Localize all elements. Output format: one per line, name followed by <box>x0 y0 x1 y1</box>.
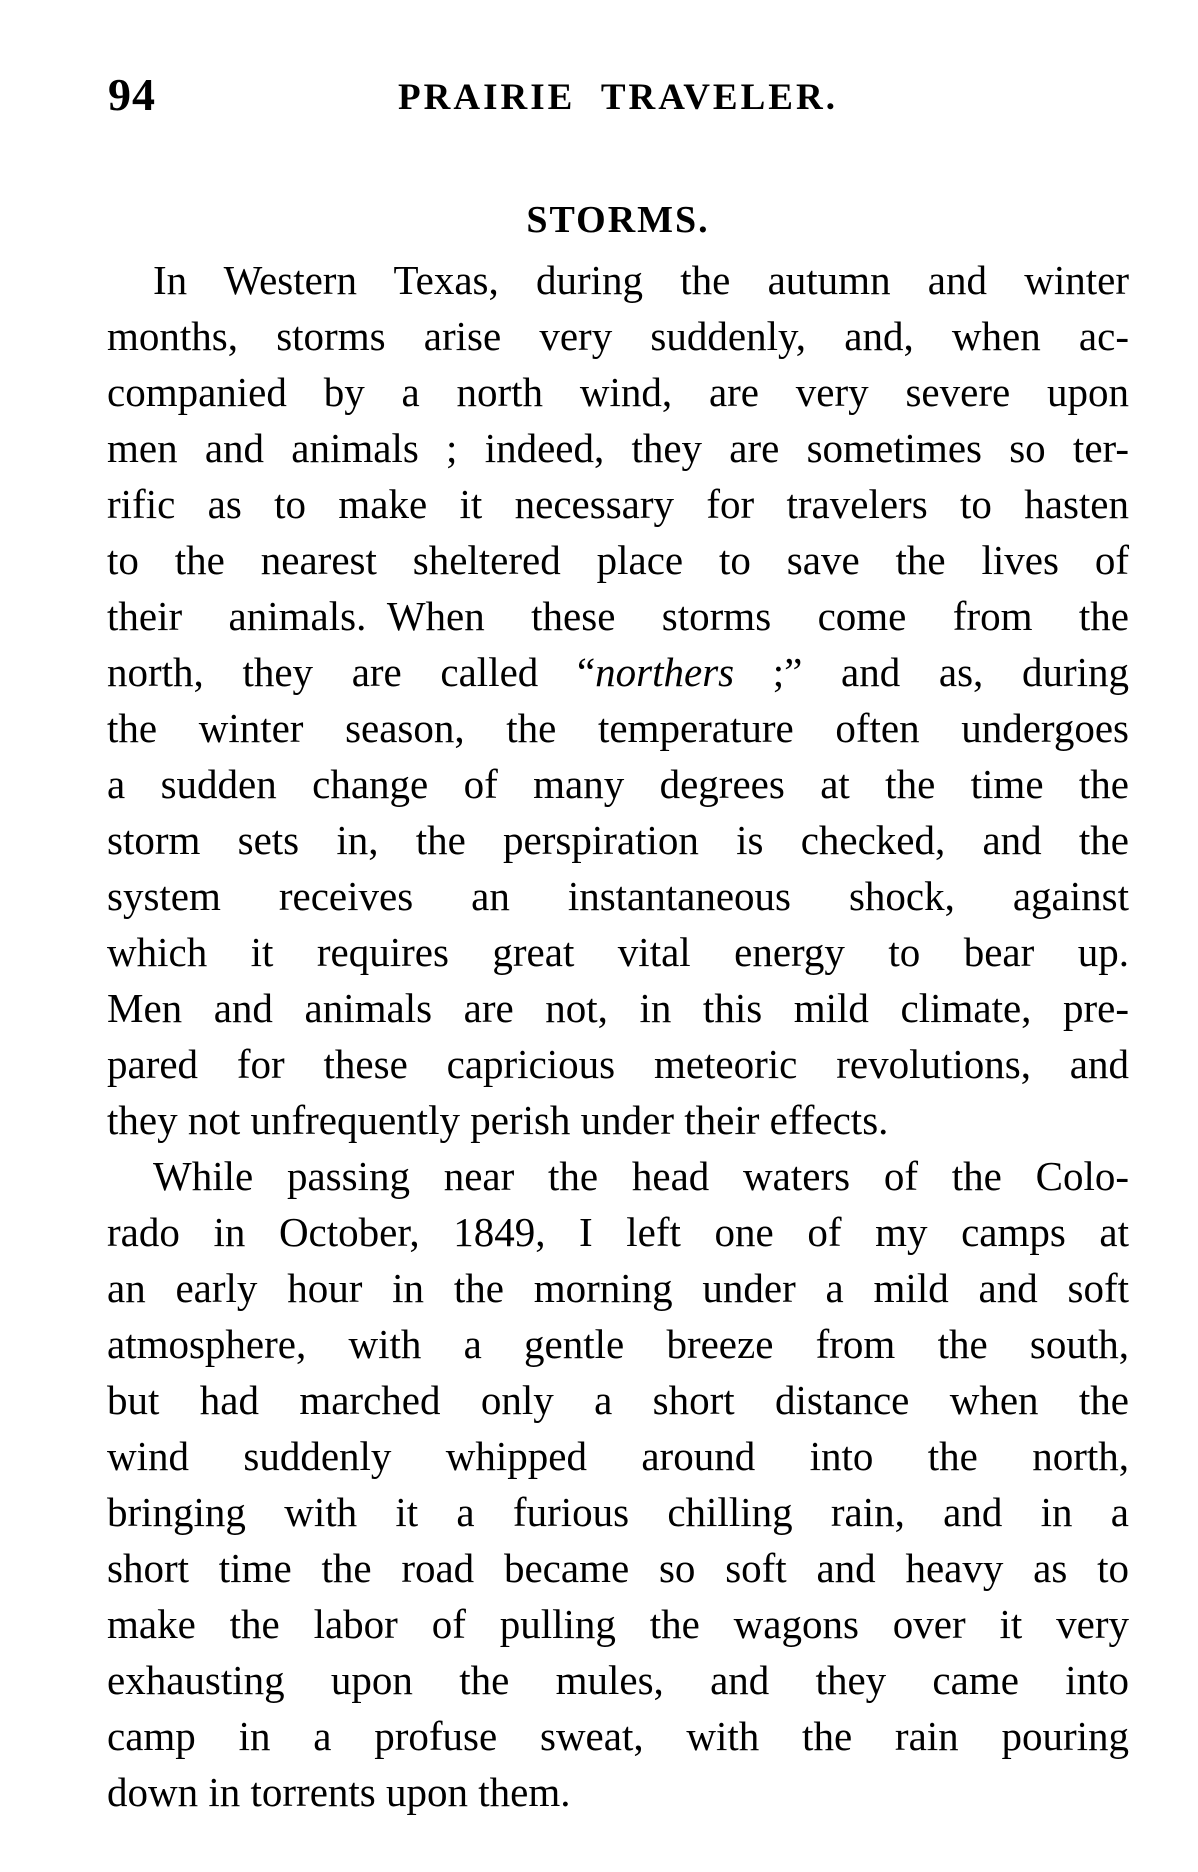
text-segment: they not unfrequently perish under their effects. <box>107 1097 889 1143</box>
section-title: STORMS. <box>526 199 710 241</box>
text-line <box>107 868 1129 924</box>
text-segment: the winter season, the temperature often undergoes <box>107 705 1129 751</box>
text-segment: but had marched only a short distance when the <box>107 1377 1129 1423</box>
text-segment: an early hour in the morning under a mild and soft <box>107 1265 1129 1311</box>
text-line <box>107 1596 1129 1652</box>
paragraph <box>107 1148 1129 1820</box>
text-segment: Men and animals are not, in this mild climate, pre- <box>107 985 1129 1031</box>
text-segment: months, storms arise very suddenly, and, when ac- <box>107 313 1129 359</box>
text-line <box>107 1764 1129 1820</box>
page-number: 94 <box>108 69 156 120</box>
body-text <box>107 252 1129 1820</box>
text-line <box>107 644 1129 700</box>
text-line <box>107 756 1129 812</box>
text-segment: men and animals ; indeed, they are sometimes so ter- <box>107 425 1129 471</box>
text-segment: exhausting upon the mules, and they came into <box>107 1657 1129 1703</box>
text-segment: companied by a north wind, are very severe upon <box>107 369 1129 415</box>
running-head: PRAIRIE TRAVELER. <box>398 77 838 118</box>
text-line <box>107 1260 1129 1316</box>
text-segment: north, they are called “ <box>107 649 596 695</box>
italic-text: northers <box>595 649 735 695</box>
text-line <box>107 1204 1129 1260</box>
text-segment: a sudden change of many degrees at the time the <box>107 761 1129 807</box>
text-segment: their animals. When these storms come from the <box>107 593 1129 639</box>
text-segment: In Western Texas, during the autumn and winter <box>153 257 1129 303</box>
text-line <box>107 1148 1129 1204</box>
text-line <box>107 1652 1129 1708</box>
text-line <box>107 252 1129 308</box>
text-line <box>107 812 1129 868</box>
text-line <box>107 532 1129 588</box>
text-line <box>107 1428 1129 1484</box>
text-segment: atmosphere, with a gentle breeze from the south, <box>107 1321 1129 1367</box>
text-line <box>107 1708 1129 1764</box>
text-line <box>107 1484 1129 1540</box>
text-line <box>107 308 1129 364</box>
text-segment: make the labor of pulling the wagons over it very <box>107 1601 1129 1647</box>
text-line <box>107 420 1129 476</box>
text-line <box>107 1036 1129 1092</box>
text-segment: short time the road became so soft and heavy as to <box>107 1545 1129 1591</box>
paragraph <box>107 252 1129 1148</box>
text-line <box>107 1540 1129 1596</box>
text-segment: wind suddenly whipped around into the north, <box>107 1433 1129 1479</box>
text-segment: ;” and as, during <box>734 649 1129 695</box>
text-line <box>107 364 1129 420</box>
text-line <box>107 588 1129 644</box>
text-segment: storm sets in, the perspiration is checked, and the <box>107 817 1129 863</box>
text-segment: which it requires great vital energy to bear up. <box>107 929 1129 975</box>
text-segment: rado in October, 1849, I left one of my camps at <box>107 1209 1129 1255</box>
text-line <box>107 1372 1129 1428</box>
text-line <box>107 924 1129 980</box>
text-line <box>107 980 1129 1036</box>
text-segment: camp in a profuse sweat, with the rain pouring <box>107 1713 1129 1759</box>
text-segment: down in torrents upon them. <box>107 1769 571 1815</box>
text-line <box>107 700 1129 756</box>
text-line <box>107 1316 1129 1372</box>
text-segment: bringing with it a furious chilling rain, and in a <box>107 1489 1129 1535</box>
text-segment: rific as to make it necessary for travelers to hasten <box>107 481 1129 527</box>
text-segment: to the nearest sheltered place to save the lives of <box>107 537 1129 583</box>
text-line <box>107 1092 1129 1148</box>
text-segment: pared for these capricious meteoric revolutions, and <box>107 1041 1129 1087</box>
text-segment: system receives an instantaneous shock, against <box>107 873 1129 919</box>
text-line <box>107 476 1129 532</box>
text-segment: While passing near the head waters of the Colo- <box>153 1153 1129 1199</box>
